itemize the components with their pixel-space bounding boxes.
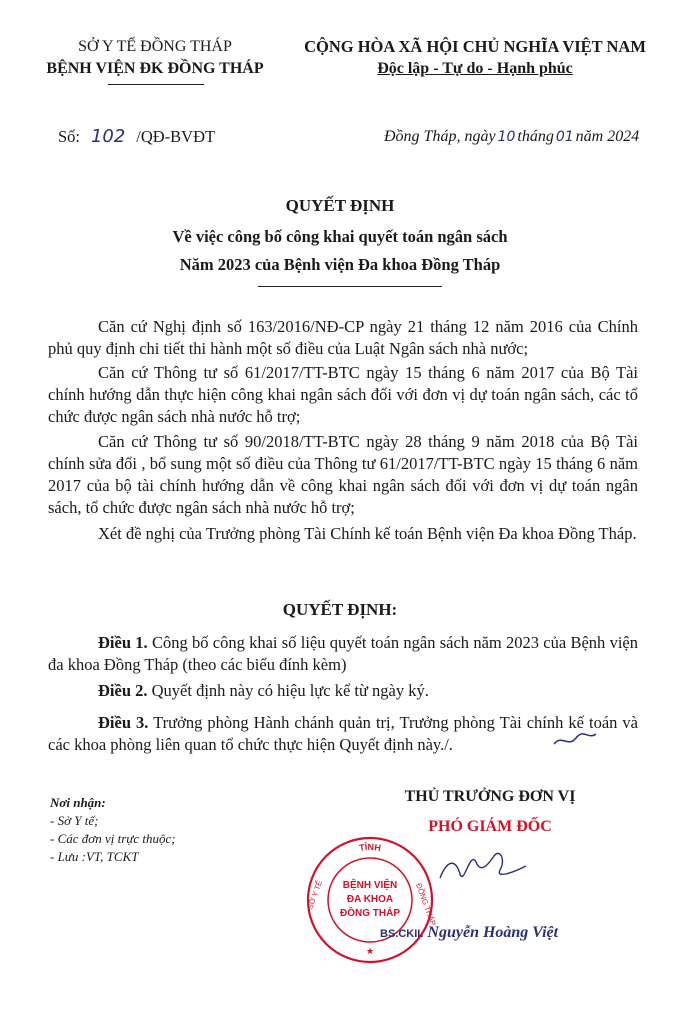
date-day: 10 [497, 129, 516, 145]
article-3 [48, 712, 638, 756]
seal-outer-top: TỈNH [358, 841, 382, 854]
signer-prefix: BS.CKII. [380, 928, 424, 940]
article-2 [48, 680, 638, 702]
title-underline [258, 286, 442, 287]
issuing-agency-block [30, 36, 280, 80]
signature-role: THỦ TRƯỞNG ĐƠN VỊ [404, 788, 576, 805]
preamble-paragraph-2: Căn cứ Thông tư số 61/2017/TT-BTC ngày 15 tháng 6 năm 2017 của Bộ Tài chính hướng dẫn thực hiện công khai ngân sách đối với đơn vị dự toán ngân sách, các tổ chức được ngân sách nhà nước hỗ trợ; [48, 363, 638, 426]
seal-outer-right: ĐỒNG THÁP [414, 881, 438, 927]
number-handwritten: 102 [90, 126, 126, 147]
subject-line-1: Về việc công bố công khai quyết toán ngân sách [172, 227, 508, 246]
date-month: 01 [555, 129, 574, 145]
article-2-text: Quyết định này có hiệu lực kể từ ngày ký. [151, 681, 429, 700]
article-1-label: Điều 1. [98, 633, 148, 652]
article-1 [48, 632, 638, 676]
official-seal-icon [300, 830, 440, 970]
decision-title: QUYẾT ĐỊNH [285, 196, 395, 215]
recipients-title: Nơi nhận: [50, 795, 106, 810]
recipient-item: - Sở Y tế; [50, 813, 99, 828]
preamble-paragraph-4: Xét đề nghị của Trưởng phòng Tài Chính kế toán Bệnh viện Đa khoa Đồng Tháp. [98, 524, 637, 543]
hospital-name: BỆNH VIỆN ĐK ĐỒNG THÁP [46, 60, 264, 77]
national-header-block [290, 36, 660, 80]
preamble-paragraph-3: Căn cứ Thông tư số 90/2018/TT-BTC ngày 28 tháng 9 năm 2018 của Bộ Tài chính sửa đổi , bổ sung một số điều của Thông tư 61/2017/TT-BTC ngày 15 tháng 6 năm 2017 của bộ tài chính hướng dẫn về công khai ngân sách đối với đơn vị dự toán ngân sách, tổ chức được ngân sách nhà nước hỗ trợ; [48, 432, 638, 517]
decision-heading: QUYẾT ĐỊNH: [282, 600, 398, 619]
national-motto: Độc lập - Tự do - Hạnh phúc [377, 60, 573, 77]
agency-underline [108, 84, 204, 85]
date-month-word: tháng [517, 128, 554, 145]
seal-center-line-2: ĐA KHOA [346, 894, 394, 905]
signature-position: PHÓ GIÁM ĐỐC [428, 818, 552, 835]
recipient-item: - Lưu :VT, TCKT [50, 849, 139, 864]
number-suffix: /QĐ-BVĐT [136, 127, 216, 146]
seal-center-line-3: ĐỒNG THÁP [340, 908, 400, 919]
recipients-block [50, 794, 176, 866]
recipient-item: - Các đơn vị trực thuộc; [50, 831, 176, 846]
article-3-text: Trưởng phòng Hành chánh quản trị, Trưởng phòng Tài chính kế toán và các khoa phòng liên quan tổ chức thực hiện Quyết định này./. [48, 713, 639, 754]
seal-outer-left: SỞ Y TẾ [305, 879, 325, 911]
country-name: CỘNG HÒA XÃ HỘI CHỦ NGHĨA VIỆT NAM [304, 37, 646, 56]
article-3-label: Điều 3. [98, 713, 149, 732]
document-number [58, 126, 215, 147]
article-2-label: Điều 2. [98, 681, 148, 700]
subject-line-2: Năm 2023 của Bệnh viện Đa khoa Đồng Tháp [179, 255, 501, 274]
initial-mark-icon [552, 728, 600, 752]
signer-name: Nguyễn Hoàng Việt [427, 924, 559, 941]
document-date [384, 128, 639, 146]
handwritten-signature-icon [430, 838, 540, 908]
article-1-text: Công bố công khai số liệu quyết toán ngân sách năm 2023 của Bệnh viện đa khoa Đồng Tháp (theo các biểu đính kèm) [48, 633, 638, 674]
agency-name: SỞ Y TẾ ĐỒNG THÁP [78, 38, 232, 55]
date-place: Đồng Tháp, ngày [384, 128, 496, 145]
seal-center-line-1: BỆNH VIỆN [342, 880, 398, 891]
signer-name-block [380, 924, 558, 942]
number-prefix: Số: [58, 127, 81, 146]
svg-text:TỈNH [358, 841, 381, 853]
preamble-paragraph-1: Căn cứ Nghị định số 163/2016/NĐ-CP ngày 21 tháng 12 năm 2016 của Chính phủ quy định chi tiết thi hành một số điều của Luật Ngân sách nhà nước; [48, 317, 638, 358]
date-year: năm 2024 [575, 128, 640, 145]
seal-star-icon: ★ [365, 946, 375, 956]
